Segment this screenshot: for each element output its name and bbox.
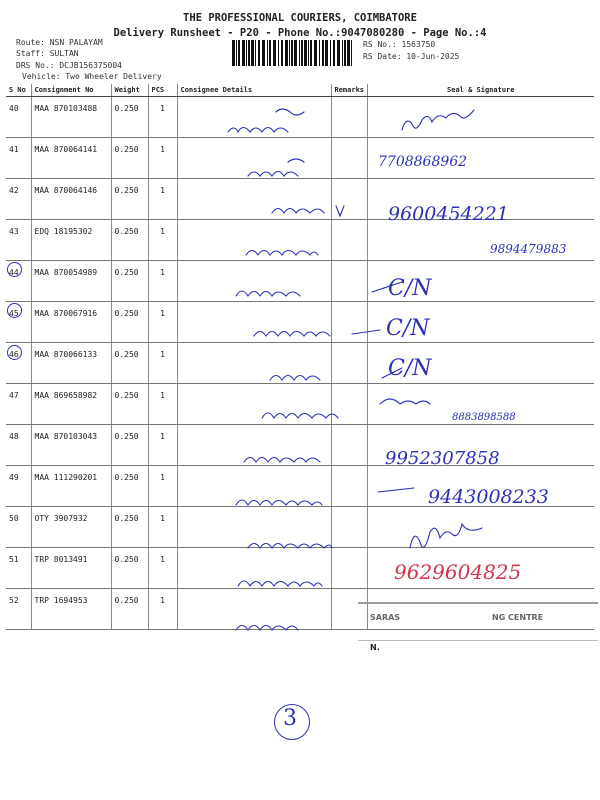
pcs-cell: 1 bbox=[148, 179, 177, 220]
handwritten-cn-46: C/N bbox=[388, 356, 432, 381]
pcs-cell: 1 bbox=[148, 425, 177, 466]
handwritten-cn-45: C/N bbox=[386, 316, 430, 341]
weight-cell: 0.250 bbox=[111, 261, 148, 302]
col-sno: S No bbox=[6, 84, 31, 97]
pcs-cell: 1 bbox=[148, 343, 177, 384]
pcs-cell: 1 bbox=[148, 261, 177, 302]
weight-cell: 0.250 bbox=[111, 343, 148, 384]
handwritten-phone-43: 9894479883 bbox=[490, 242, 567, 256]
consignment-cell: MAA 870064141 bbox=[31, 138, 111, 179]
rs-date: RS Date: 10-Jun-2025 bbox=[363, 52, 460, 61]
company-title: THE PROFESSIONAL COURIERS, COIMBATORE bbox=[183, 12, 417, 24]
pcs-cell: 1 bbox=[148, 507, 177, 548]
col-pcs: PCS bbox=[148, 84, 177, 97]
handwritten-phone-48: 9952307858 bbox=[385, 448, 500, 469]
sno-cell: 45 bbox=[6, 302, 31, 343]
sno-cell: 50 bbox=[6, 507, 31, 548]
weight-cell: 0.250 bbox=[111, 589, 148, 630]
col-seal: Seal & Signature bbox=[367, 84, 594, 97]
weight-cell: 0.250 bbox=[111, 548, 148, 589]
consignment-cell: MAA 870103043 bbox=[31, 425, 111, 466]
col-consignee: Consignee Details bbox=[177, 84, 331, 97]
handwritten-name-43 bbox=[246, 251, 318, 256]
sno-cell: 43 bbox=[6, 220, 31, 261]
handwritten-sign-50 bbox=[410, 524, 482, 548]
consignment-cell: TRP 8013491 bbox=[31, 548, 111, 589]
sno-cell: 52 bbox=[6, 589, 31, 630]
sno-cell: 49 bbox=[6, 466, 31, 507]
handwritten-name-47 bbox=[262, 399, 430, 418]
runsheet-title: Delivery Runsheet - P20 - Phone No.:9047080280 - Page No.:4 bbox=[113, 27, 487, 39]
consignment-cell: MAA 870064146 bbox=[31, 179, 111, 220]
consignment-cell: MAA 111290201 bbox=[31, 466, 111, 507]
pcs-cell: 1 bbox=[148, 466, 177, 507]
consignment-cell: MAA 870103488 bbox=[31, 97, 111, 138]
handwritten-name-41 bbox=[248, 159, 304, 176]
sno-cell: 44 bbox=[6, 261, 31, 302]
stamp-left-text: SARAS bbox=[370, 613, 401, 622]
handwritten-name-45 bbox=[254, 330, 380, 336]
weight-cell: 0.250 bbox=[111, 384, 148, 425]
handwritten-name-49 bbox=[236, 488, 414, 505]
pcs-cell: 1 bbox=[148, 384, 177, 425]
consignment-cell: MAA 870054989 bbox=[31, 261, 111, 302]
handwritten-name-50 bbox=[248, 544, 332, 549]
weight-cell: 0.250 bbox=[111, 507, 148, 548]
stamp-frame bbox=[358, 602, 598, 641]
handwritten-phone-47: 8883898588 bbox=[452, 412, 516, 423]
pcs-cell: 1 bbox=[148, 589, 177, 630]
rs-number: RS No.: 1563750 bbox=[363, 40, 436, 49]
sno-cell: 46 bbox=[6, 343, 31, 384]
weight-cell: 0.250 bbox=[111, 138, 148, 179]
consignment-cell: TRP 1694953 bbox=[31, 589, 111, 630]
vehicle-label: Vehicle: Two Wheeler Delivery bbox=[22, 72, 162, 81]
handwritten-name-48 bbox=[244, 458, 320, 463]
handwritten-name-51 bbox=[238, 581, 322, 586]
sno-cell: 47 bbox=[6, 384, 31, 425]
sno-cell: 40 bbox=[6, 97, 31, 138]
weight-cell: 0.250 bbox=[111, 425, 148, 466]
handwritten-name-46 bbox=[270, 368, 402, 380]
handwritten-name-42 bbox=[272, 206, 344, 216]
consignment-cell: MAA 870066133 bbox=[31, 343, 111, 384]
consignment-cell: OTY 3907932 bbox=[31, 507, 111, 548]
weight-cell: 0.250 bbox=[111, 179, 148, 220]
handwritten-sign-40 bbox=[402, 110, 474, 130]
handwritten-name-52 bbox=[236, 626, 298, 631]
consignment-cell: MAA 869658982 bbox=[31, 384, 111, 425]
stamp-right-text: NG CENTRE bbox=[492, 613, 544, 622]
handwritten-name-44 bbox=[236, 282, 402, 296]
consignment-cell: EDQ 18195302 bbox=[31, 220, 111, 261]
pcs-cell: 1 bbox=[148, 97, 177, 138]
weight-cell: 0.250 bbox=[111, 97, 148, 138]
handwritten-phone-49: 9443008233 bbox=[428, 486, 549, 508]
handwritten-phone-51: 9629604825 bbox=[394, 560, 522, 584]
handwritten-cn-44: C/N bbox=[388, 276, 432, 301]
sno-cell: 48 bbox=[6, 425, 31, 466]
handwritten-name-40 bbox=[228, 109, 304, 132]
col-remarks: Remarks bbox=[331, 84, 367, 97]
weight-cell: 0.250 bbox=[111, 466, 148, 507]
pcs-cell: 1 bbox=[148, 302, 177, 343]
weight-cell: 0.250 bbox=[111, 302, 148, 343]
pcs-cell: 1 bbox=[148, 548, 177, 589]
pcs-cell: 1 bbox=[148, 138, 177, 179]
handwritten-phone-42: 9600454221 bbox=[388, 203, 509, 225]
sno-cell: 51 bbox=[6, 548, 31, 589]
route-label: Route: NSN PALAYAM bbox=[16, 38, 103, 47]
consignment-cell: MAA 870067916 bbox=[31, 302, 111, 343]
col-consignment: Consignment No bbox=[31, 84, 111, 97]
weight-cell: 0.250 bbox=[111, 220, 148, 261]
handwritten-page-number: 3 bbox=[283, 706, 297, 731]
pcs-cell: 1 bbox=[148, 220, 177, 261]
sno-cell: 42 bbox=[6, 179, 31, 220]
sno-cell: 41 bbox=[6, 138, 31, 179]
drs-label: DRS No.: DCJB156375004 bbox=[16, 61, 122, 70]
col-weight: Weight bbox=[111, 84, 148, 97]
handwritten-phone-41: 7708868962 bbox=[378, 154, 468, 170]
stamp-n-text: N. bbox=[370, 643, 380, 652]
staff-label: Staff: SULTAN bbox=[16, 49, 79, 58]
